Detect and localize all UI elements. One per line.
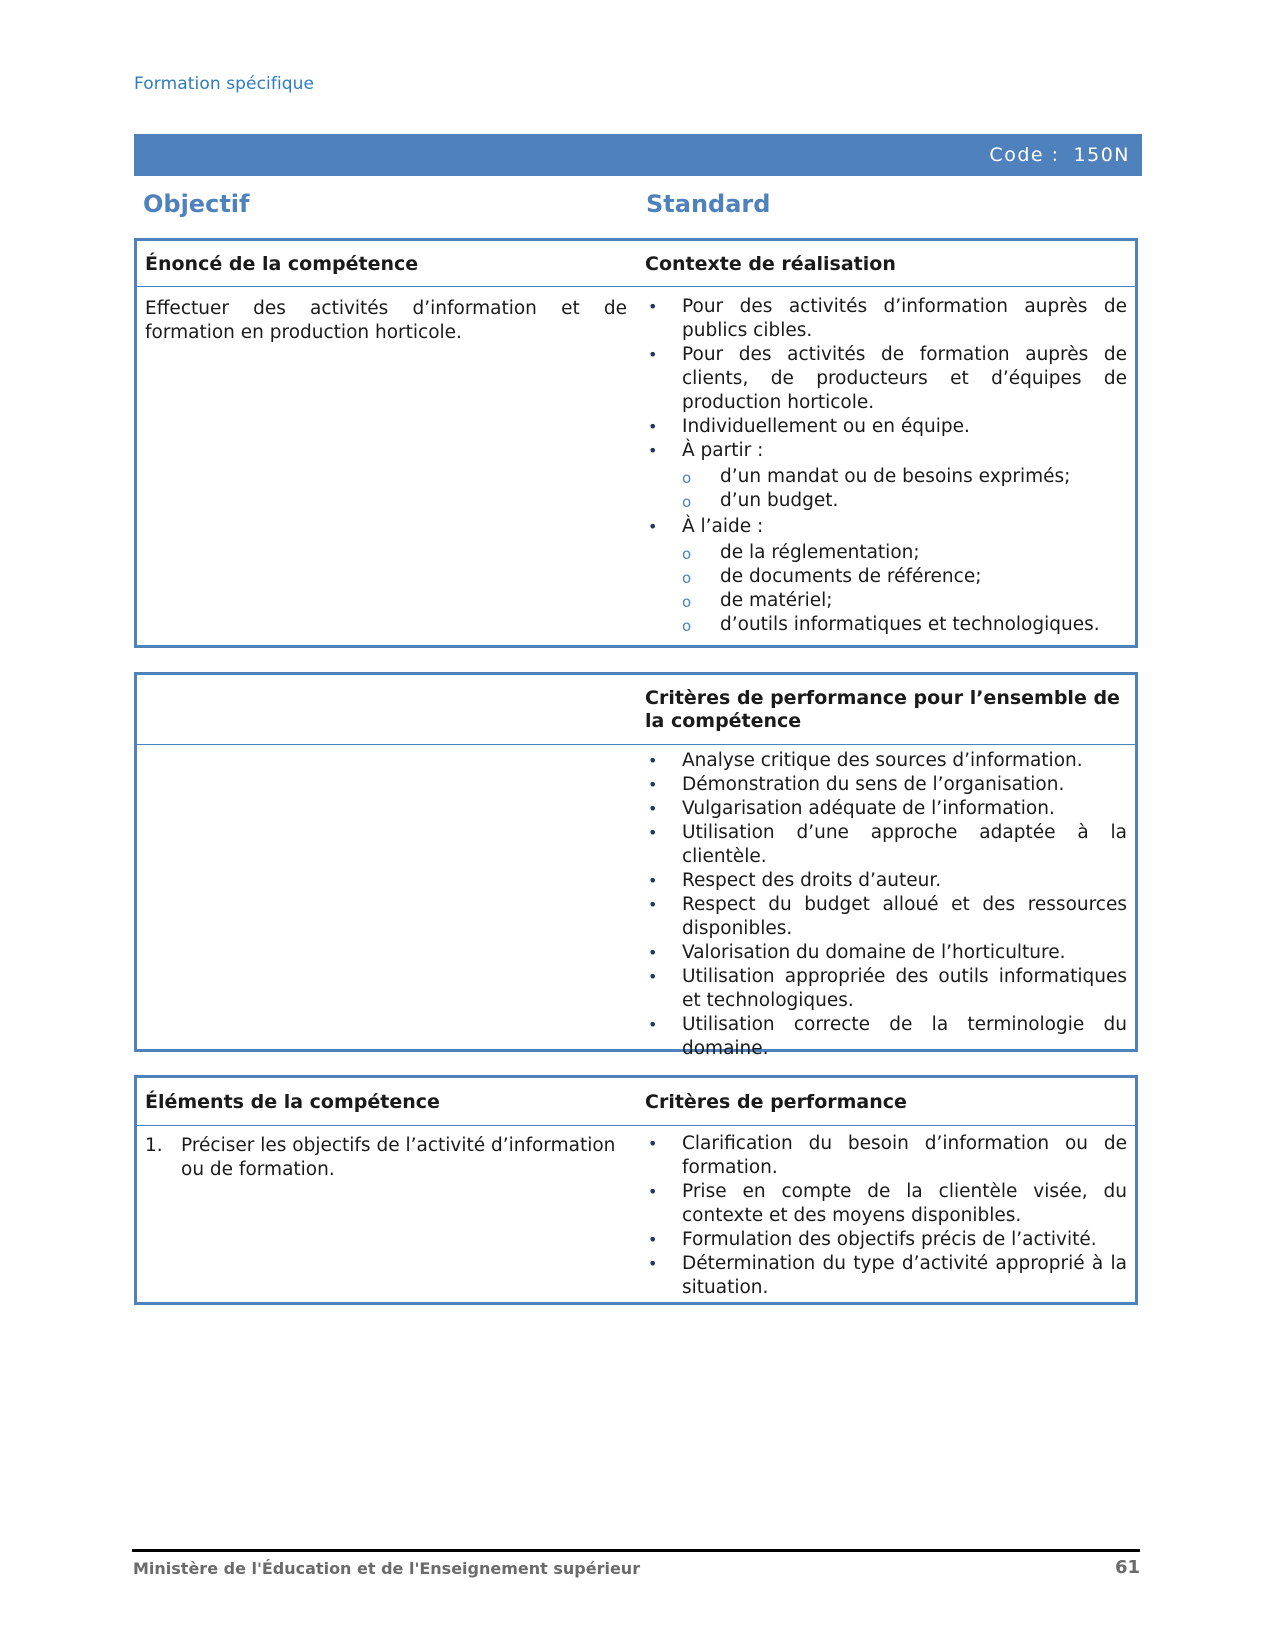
list-item-text: Valorisation du domaine de l’horticulture. <box>682 942 1066 963</box>
criteria-overall-empty-cell <box>137 745 637 1061</box>
list-item-text: Analyse critique des sources d’information. <box>682 750 1083 771</box>
circle-bullet-icon: o <box>682 617 692 635</box>
page-number: 61 <box>1114 1557 1140 1578</box>
list-item-text: d’outils informatiques et technologiques. <box>720 614 1100 635</box>
contexte-item <box>645 515 1127 637</box>
list-item-text: Prise en compte de la clientèle visée, du contexte et des moyens disponibles. <box>682 1181 1127 1226</box>
contexte-sublist <box>682 465 1127 513</box>
list-item-text: d’un mandat ou de besoins exprimés; <box>720 466 1071 487</box>
list-item-text: À partir : <box>682 440 764 461</box>
list-item-text: Individuellement ou en équipe. <box>682 416 970 437</box>
competence-table-header <box>137 241 1135 287</box>
bullet-icon: • <box>648 871 658 890</box>
bullet-icon: • <box>648 895 658 914</box>
list-item-text: Pour des activités d’information auprès de publics cibles. <box>682 296 1127 341</box>
bullet-icon: • <box>648 1254 658 1273</box>
list-item-text: À l’aide : <box>682 516 764 537</box>
bullet-icon: • <box>648 345 658 364</box>
element-item <box>145 1134 627 1182</box>
contexte-subitem <box>682 541 1127 565</box>
circle-bullet-icon: o <box>682 593 692 611</box>
list-item-text: Clarification du besoin d’information ou de formation. <box>682 1133 1127 1178</box>
bullet-icon: • <box>648 799 658 818</box>
contexte-list <box>645 295 1127 637</box>
bullet-icon: • <box>648 751 658 770</box>
footer-publisher: Ministère de l'Éducation et de l'Enseignement supérieur <box>133 1559 641 1578</box>
criteria-overall-table <box>134 672 1138 1059</box>
circle-bullet-icon: o <box>682 569 692 587</box>
element-text: Préciser les objectifs de l’activité d’information ou de formation. <box>181 1135 616 1180</box>
list-item-text: de documents de référence; <box>720 566 982 587</box>
circle-bullet-icon: o <box>682 469 692 487</box>
bullet-icon: • <box>648 1134 658 1153</box>
list-item-text: Respect des droits d’auteur. <box>682 870 942 891</box>
objectif-title: Objectif <box>143 190 250 218</box>
criteria-overall-item <box>645 893 1127 941</box>
bullet-icon: • <box>648 775 658 794</box>
code-label: Code : <box>989 144 1060 166</box>
list-item-text: Utilisation appropriée des outils informatiques et technologiques. <box>682 966 1127 1011</box>
bullet-icon: • <box>648 1230 658 1249</box>
element-number: 1. <box>145 1135 163 1156</box>
code-banner <box>134 134 1142 176</box>
contexte-sublist <box>682 541 1127 637</box>
bullet-icon: • <box>648 441 658 460</box>
criteria-overall-item <box>645 941 1127 965</box>
list-item-text: Pour des activités de formation auprès de clients, de producteurs et d’équipes de production horticole. <box>682 344 1127 413</box>
contexte-subitem <box>682 589 1127 613</box>
list-item-text: d’un budget. <box>720 490 839 511</box>
criteria-item <box>645 1252 1127 1300</box>
criteria-item <box>645 1132 1127 1180</box>
list-item-text: Formulation des objectifs précis de l’activité. <box>682 1229 1097 1250</box>
criteria-overall-row <box>137 745 1135 1061</box>
criteria-overall-list <box>645 749 1127 1061</box>
contexte-subitem <box>682 465 1127 489</box>
bullet-icon: • <box>648 1015 658 1034</box>
bullet-icon: • <box>648 943 658 962</box>
list-item-text: Vulgarisation adéquate de l’information. <box>682 798 1055 819</box>
competence-table <box>134 238 1138 648</box>
contexte-header: Contexte de réalisation <box>645 252 896 275</box>
section-label: Formation spécifique <box>134 74 315 94</box>
criteria-overall-item <box>645 821 1127 869</box>
circle-bullet-icon: o <box>682 545 692 563</box>
list-item-text: Détermination du type d’activité approprié à la situation. <box>682 1253 1127 1298</box>
list-item-text: Respect du budget alloué et des ressources disponibles. <box>682 894 1127 939</box>
contexte-subitem <box>682 489 1127 513</box>
criteria-item <box>645 1228 1127 1252</box>
list-item-text: Utilisation correcte de la terminologie du domaine. <box>682 1014 1127 1059</box>
enonce-header: Énoncé de la compétence <box>145 252 419 275</box>
contexte-item <box>645 439 1127 513</box>
standard-title: Standard <box>646 190 771 218</box>
criteria-list <box>645 1132 1127 1300</box>
criteria-overall-item <box>645 869 1127 893</box>
bullet-icon: • <box>648 517 658 536</box>
elements-list <box>145 1134 627 1182</box>
circle-bullet-icon: o <box>682 493 692 511</box>
contexte-item <box>645 415 1127 439</box>
enonce-text: Effectuer des activités d’information et de formation en production horticole. <box>145 298 627 343</box>
elements-table-header <box>137 1078 1135 1126</box>
criteria-overall-item <box>645 1013 1127 1061</box>
contexte-subitem <box>682 613 1127 637</box>
criteria-overall-item <box>645 965 1127 1013</box>
footer-divider <box>132 1549 1140 1552</box>
contexte-subitem <box>682 565 1127 589</box>
bullet-icon: • <box>648 417 658 436</box>
contexte-item <box>645 343 1127 415</box>
list-item-text: Démonstration du sens de l’organisation. <box>682 774 1065 795</box>
criteria-overall-header <box>137 675 1135 745</box>
criteria-overall-item <box>645 773 1127 797</box>
bullet-icon: • <box>648 1182 658 1201</box>
elements-table-row <box>137 1126 1135 1300</box>
bullet-icon: • <box>648 967 658 986</box>
criteria-header: Critères de performance <box>645 1090 907 1113</box>
competence-table-row <box>137 287 1135 639</box>
bullet-icon: • <box>648 297 658 316</box>
contexte-item <box>645 295 1127 343</box>
criteria-overall-item <box>645 749 1127 773</box>
criteria-item <box>645 1180 1127 1228</box>
elements-table <box>134 1075 1138 1305</box>
list-item-text: Utilisation d’une approche adaptée à la clientèle. <box>682 822 1127 867</box>
code-value: 150N <box>1073 144 1130 166</box>
bullet-icon: • <box>648 823 658 842</box>
elements-header: Éléments de la compétence <box>145 1090 440 1113</box>
list-item-text: de matériel; <box>720 590 833 611</box>
list-item-text: de la réglementation; <box>720 542 920 563</box>
criteria-overall-right-header: Critères de performance pour l’ensemble de la compétence <box>645 686 1120 732</box>
criteria-overall-item <box>645 797 1127 821</box>
